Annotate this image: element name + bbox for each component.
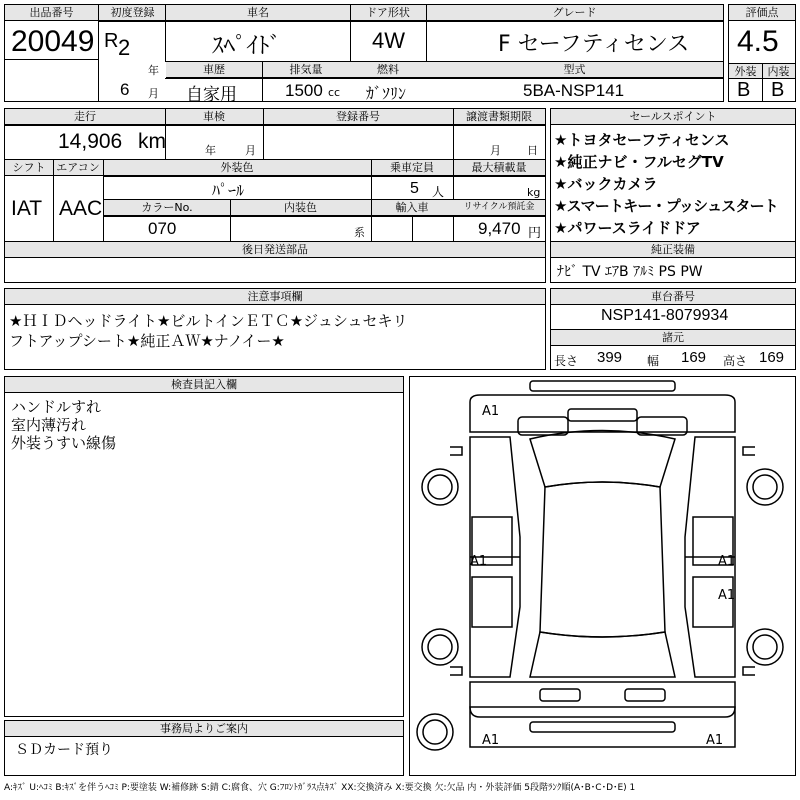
car-diagram [410, 377, 795, 775]
mileage: 14,906 [58, 130, 123, 153]
int-grade-label: 内装 [762, 64, 795, 79]
capacity-unit: 人 [432, 185, 445, 199]
lot-number-box [4, 4, 99, 60]
mileage-unit: km [138, 130, 166, 153]
fuel: ｶﾞｿﾘﾝ [366, 84, 407, 103]
office-box [4, 720, 404, 776]
history-label: 車歴 [166, 62, 262, 78]
sales-point-item: ★スマートキー・プッシュスタート [554, 197, 778, 215]
inspector-box [4, 376, 404, 717]
history: 自家用 [186, 85, 237, 105]
score: 4.5 [737, 25, 779, 58]
shift: IAT [11, 197, 43, 220]
damage-mark: A1 [706, 733, 724, 748]
sales-points-label: セールスポイント [551, 109, 795, 125]
inspector-note: 室内薄汚れ [11, 416, 87, 434]
transfer-label: 譲渡書類期限 [453, 109, 545, 125]
color-no-label: カラーNo. [104, 200, 230, 216]
ext-color-label: 外装色 [103, 160, 371, 176]
ac: AAC [59, 197, 103, 220]
sales-point-item: ★パワースライドドア [554, 219, 701, 237]
sales-points-box [550, 108, 796, 283]
sales-point-item: ★トヨタセーフティセンス [554, 131, 730, 149]
ext-grade: B [737, 79, 751, 101]
height: 169 [759, 349, 785, 366]
ext-color: ﾊﾟｰﾙ [212, 181, 245, 200]
recycle: 9,470 [478, 219, 521, 238]
damage-mark: A1 [482, 404, 500, 419]
import-label: 輸入車 [371, 200, 453, 216]
car-diagram-box [409, 376, 796, 776]
transfer-month-unit: 月 [490, 144, 501, 157]
damage-mark: A1 [718, 588, 736, 603]
displacement: 1500 [285, 81, 323, 100]
length: 399 [597, 349, 623, 366]
spec-label: 諸元 [551, 330, 795, 346]
chassis-number: NSP141-8079934 [601, 307, 729, 324]
car-name: ｽﾍﾟｲﾄﾞ [212, 33, 281, 59]
width-label: 幅 [647, 354, 660, 368]
max-load-unit: kg [527, 186, 541, 199]
sales-point-item: ★純正ナビ・フルセグTV [554, 153, 724, 171]
door-label: ドア形状 [350, 5, 426, 21]
insp-month-unit: 月 [245, 144, 256, 157]
score-box [728, 4, 796, 102]
lot-number-label: 出品番号 [5, 5, 98, 21]
transfer-day-unit: 日 [527, 144, 538, 157]
recycle-label: リサイクル預託金 [453, 200, 545, 216]
insp-year-unit: 年 [205, 144, 216, 157]
displacement-unit: cc [328, 86, 341, 99]
lot-blank [4, 59, 99, 102]
later-parts-label: 後日発送部品 [5, 242, 545, 258]
notes-line-2: フトアップシート★純正ＡＷ★ナノイー★ [9, 332, 285, 350]
grade-label: グレード [426, 5, 723, 21]
damage-mark: A1 [718, 554, 736, 569]
damage-mark: A1 [482, 733, 500, 748]
model: 5BA-NSP141 [523, 81, 625, 100]
inspector-label: 検査員記入欄 [5, 377, 403, 393]
door-type: 4W [372, 28, 405, 53]
color-no: 070 [148, 219, 177, 238]
fuel-label: 燃料 [350, 62, 426, 78]
inspector-note: ハンドルすれ [11, 398, 102, 416]
chassis-box [550, 288, 796, 370]
ext-grade-label: 外装 [729, 64, 762, 79]
chassis-label: 車台番号 [551, 289, 795, 305]
max-load-label: 最大積載量 [453, 160, 545, 176]
capacity: 5 [410, 180, 419, 197]
era: R [104, 30, 119, 52]
damage-legend: A:ｷｽﾞ U:ﾍｺﾐ B:ｷｽﾞを伴うﾍｺﾐ P:要塗装 W:補修跡 S:錆 C:腐食、穴 G:ﾌﾛﾝﾄｶﾞﾗｽ点ｷｽﾞ XX:交換済み X:要交換 欠:欠品 内・外装評価 5段階ﾗﾝｸ順(A･B･C･D･E) 1 [4, 783, 636, 793]
damage-mark: A1 [470, 554, 488, 569]
capacity-label: 乗車定員 [371, 160, 453, 176]
inspection-label: 車検 [165, 109, 263, 125]
reg-number-label: 登録番号 [263, 109, 453, 125]
recycle-unit: 円 [528, 226, 542, 241]
office-label: 事務局よりご案内 [5, 721, 403, 737]
int-color-unit: 系 [354, 226, 365, 239]
ac-label: エアコン [53, 160, 103, 176]
mileage-label: 走行 [5, 109, 165, 125]
equipment-label: 純正装備 [551, 242, 795, 258]
lot-number: 20049 [11, 25, 95, 58]
first-reg-year: 2 [118, 35, 131, 60]
sales-point-item: ★バックカメラ [554, 175, 658, 193]
length-label: 長さ [554, 354, 579, 368]
displacement-label: 排気量 [262, 62, 350, 78]
office-note: ＳＤカード預り [15, 742, 113, 758]
width: 169 [681, 349, 707, 366]
int-color-label: 内装色 [230, 200, 371, 216]
notes-box [4, 288, 546, 370]
shift-label: シフト [5, 160, 53, 176]
first-reg-label: 初度登録 [99, 5, 166, 21]
score-label: 評価点 [729, 5, 795, 21]
car-name-label: 車名 [166, 5, 350, 21]
inspector-note: 外装うすい線傷 [11, 434, 117, 452]
grade: F セーフティセンス [498, 32, 690, 57]
model-label: 型式 [426, 62, 723, 78]
height-label: 高さ [723, 354, 748, 368]
int-grade: B [771, 79, 785, 101]
year-unit: 年 [148, 64, 159, 77]
equipment: ﾅﾋﾞ TV ｴｱB ｱﾙﾐ PS PW [557, 264, 703, 280]
month-unit: 月 [148, 87, 159, 100]
notes-line-1: ★ＨＩＤヘッドライト★ビルトインＥＴＣ★ジュシュセキリ [9, 312, 408, 330]
first-reg-month: 6 [120, 80, 130, 99]
notes-label: 注意事項欄 [5, 289, 545, 305]
